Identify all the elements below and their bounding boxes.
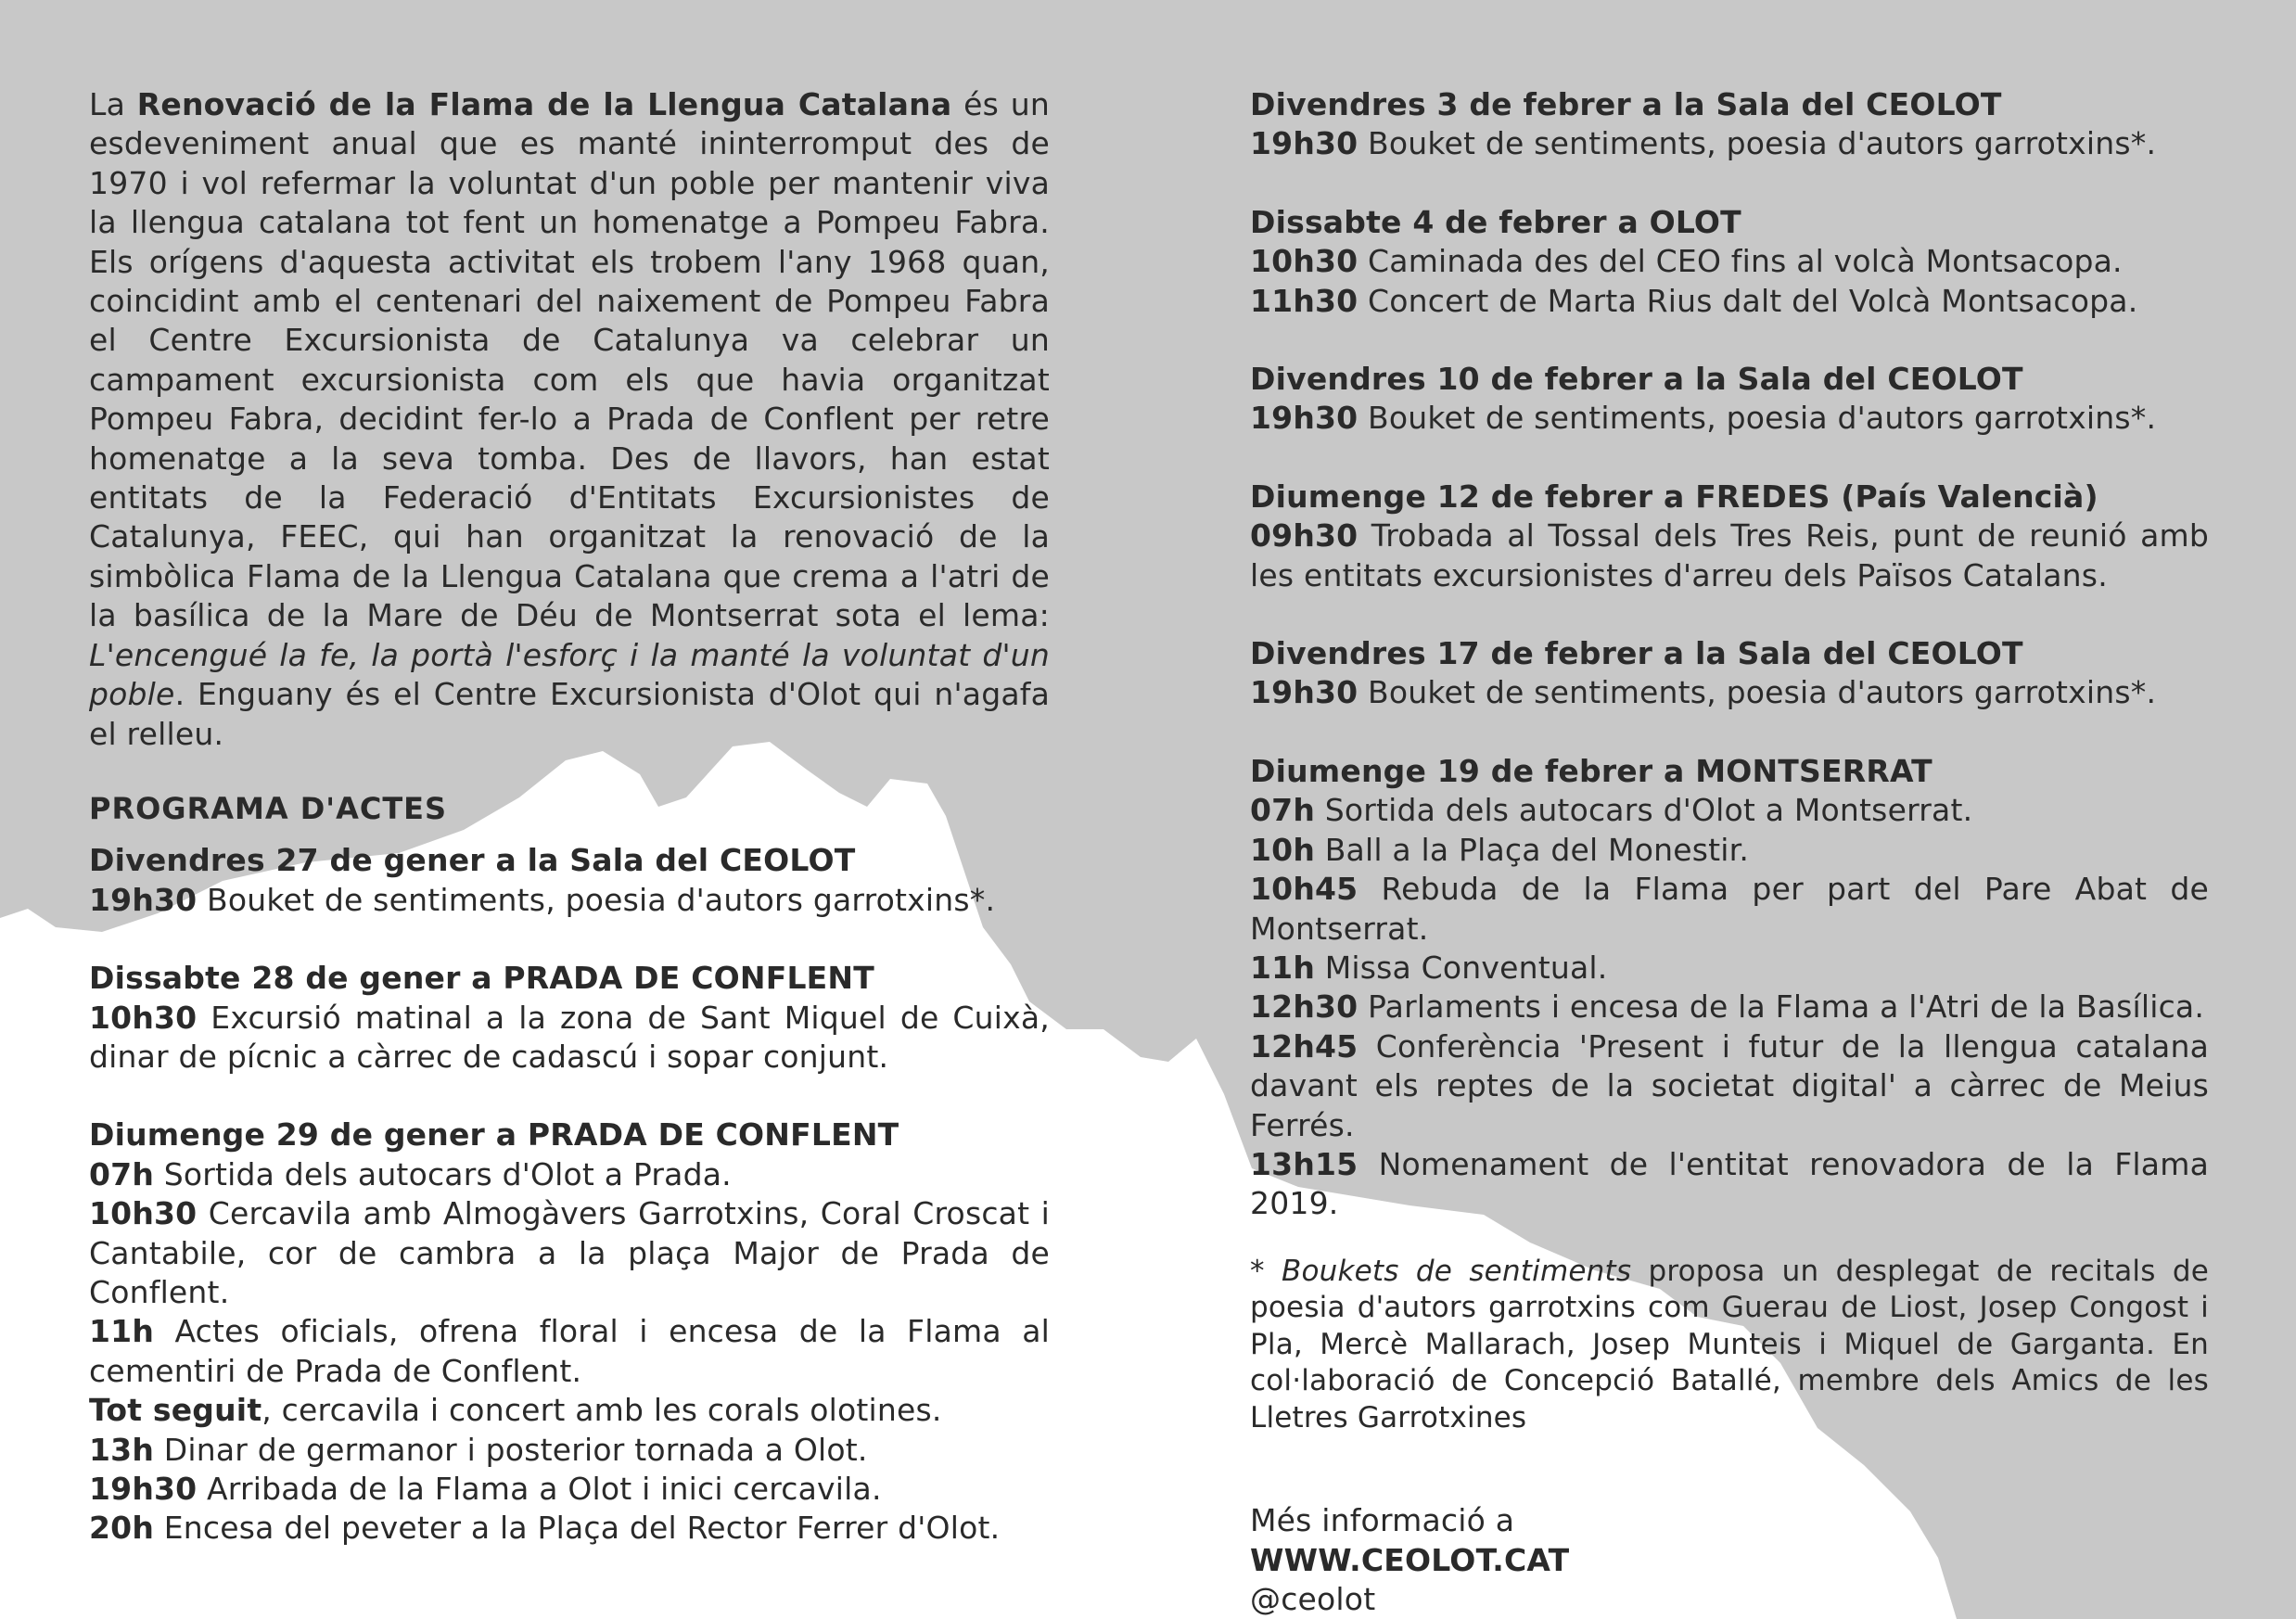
programa-title: PROGRAMA D'ACTES — [89, 790, 448, 826]
event-description: Conferència 'Present i futur de la llengua catalana davant els reptes de la societat digital' a càrrec de Meius Ferrés. — [1250, 1027, 2209, 1143]
website-link[interactable]: WWW.CEOLOT.CAT — [1250, 1541, 1570, 1578]
event-block — [1250, 85, 2209, 164]
left-column — [89, 85, 1050, 1587]
event-time: 12h45 — [1250, 1027, 1358, 1064]
event-block — [89, 841, 1050, 920]
right-column — [1250, 85, 2209, 1619]
event-item — [1250, 988, 2209, 1026]
event-description: Sortida dels autocars d'Olot a Montserrat. — [1315, 792, 1973, 829]
event-heading: Diumenge 29 de gener a PRADA DE CONFLENT — [89, 1116, 899, 1154]
event-item — [1250, 831, 2209, 870]
event-time: 10h30 — [89, 999, 198, 1036]
event-item — [89, 1391, 1050, 1430]
intro-bold-title: Renovació de la Flama de la Llengua Catalana — [136, 86, 952, 122]
event-description: Cercavila amb Almogàvers Garrotxins, Coral Croscat i Cantabile, cor de cambra a la plaça Major de Prada de Conflent. — [89, 1195, 1050, 1310]
footnote-star: * — [1250, 1254, 1282, 1288]
event-block — [1250, 752, 2209, 1224]
event-time: 19h30 — [89, 1471, 198, 1507]
event-description: Actes oficials, ofrena floral i encesa de la Flama al cementiri de Prada de Conflent. — [89, 1313, 1050, 1389]
event-description: Missa Conventual. — [1315, 949, 1608, 986]
event-block — [89, 1115, 1050, 1548]
event-description: Parlaments i encesa de la Flama a l'Atri de la Basílica. — [1358, 988, 2205, 1026]
footnote-italic: Boukets de sentiments — [1282, 1254, 1632, 1288]
event-description: Excursió matinal a la zona de Sant Miquel de Cuixà, dinar de pícnic a càrrec de cadascú i sopar conjunt. — [89, 999, 1050, 1075]
info-label: Més informació a — [1250, 1502, 1515, 1539]
event-time: 10h — [1250, 831, 1316, 868]
footnote — [1250, 1254, 2209, 1437]
event-description: Bouket de sentiments, poesia d'autors garrotxins*. — [1358, 125, 2157, 162]
event-item — [1250, 516, 2209, 595]
event-time: 19h30 — [89, 881, 198, 918]
event-item — [89, 881, 1050, 920]
intro-text: . Enguany és el Centre Excursionista d'Olot qui n'agafa el relleu. — [89, 676, 1050, 752]
event-item — [1250, 673, 2209, 712]
event-heading: Dissabte 28 de gener a PRADA DE CONFLENT — [89, 960, 874, 997]
event-item — [1250, 1027, 2209, 1145]
event-time: 10h30 — [89, 1195, 198, 1232]
event-time: 11h — [89, 1313, 155, 1350]
event-heading: Dissabte 4 de febrer a OLOT — [1250, 203, 1741, 240]
event-item — [89, 1194, 1050, 1312]
event-time: 20h — [89, 1510, 155, 1547]
event-heading: Diumenge 12 de febrer a FREDES (País Valencià) — [1250, 478, 2098, 515]
event-description: Sortida dels autocars d'Olot a Prada. — [154, 1155, 732, 1192]
event-description: Bouket de sentiments, poesia d'autors garrotxins*. — [1358, 400, 2157, 437]
event-description: Ball a la Plaça del Monestir. — [1315, 831, 1750, 868]
intro-text: és un esdeveniment anual que es manté ininterromput des de 1970 i vol refermar la voluntat d'un poble per mantenir viva la llengua catalana tot fent un homenatge a Pompeu Fabra. Els orígens d'aquesta activitat els trobem l'any 1968 quan, coincidint amb el centenari del naixement de Pompeu Fabra el Centre Excursionista de Catalunya va celebrar un campament excursionista com els que havia organitzat Pompeu Fabra, decidint fer-lo a Prada de Conflent per retre homenatge a la seva tomba. Des de llavors, han estat entitats de la Federació d'Entitats Excursionistes de Catalunya, FEEC, qui han organitzat la renovació de la simbòlica Flama de la Llengua Catalana que crema a l'atri de la basílica de la Mare de Déu de Montserrat sota el lema: — [89, 86, 1051, 634]
event-block — [89, 959, 1050, 1077]
event-item — [1250, 870, 2209, 949]
event-block — [1250, 203, 2209, 321]
event-time: 13h — [89, 1431, 155, 1468]
event-heading: Divendres 3 de febrer a la Sala del CEOLOT — [1250, 86, 2002, 122]
event-item — [89, 1431, 1050, 1470]
event-description: Dinar de germanor i posterior tornada a Olot. — [154, 1431, 868, 1468]
event-time: 19h30 — [1250, 400, 1358, 437]
event-description: Bouket de sentiments, poesia d'autors garrotxins*. — [197, 881, 996, 918]
event-heading: Divendres 27 de gener a la Sala del CEOLOT — [89, 842, 856, 879]
event-item — [1250, 791, 2209, 830]
event-description: Arribada de la Flama a Olot i inici cercavila. — [197, 1471, 882, 1507]
event-block — [1250, 360, 2209, 439]
event-description: , cercavila i concert amb les corals olotines. — [261, 1392, 942, 1429]
event-item — [89, 1470, 1050, 1509]
event-heading: Divendres 10 de febrer a la Sala del CEOLOT — [1250, 361, 2023, 398]
event-item — [1250, 399, 2209, 438]
event-item — [89, 999, 1050, 1077]
event-time: 10h45 — [1250, 871, 1358, 908]
event-time: 09h30 — [1250, 517, 1358, 555]
intro-motto: L'encengué la fe, la portà l'esforç i la manté la voluntat d'un poble — [89, 636, 1050, 713]
event-description: Bouket de sentiments, poesia d'autors garrotxins*. — [1358, 674, 2157, 711]
intro-paragraph — [89, 85, 1050, 754]
event-time: 11h30 — [1250, 282, 1358, 319]
event-item — [1250, 1145, 2209, 1224]
event-block — [1250, 634, 2209, 713]
event-time: 12h30 — [1250, 988, 1358, 1026]
event-description: Caminada des del CEO fins al volcà Montsacopa. — [1358, 243, 2123, 280]
event-item — [89, 1509, 1050, 1548]
event-description: Trobada al Tossal dels Tres Reis, punt de reunió amb les entitats excursionistes d'arreu dels Països Catalans. — [1250, 517, 2209, 593]
event-heading: Divendres 17 de febrer a la Sala del CEOLOT — [1250, 635, 2023, 672]
footnote-text: proposa un desplegat de recitals de poesia d'autors garrotxins com Guerau de Liost, Josep Congost i Pla, Mercè Mallarach, Josep Munteis i Miquel de Garganta. En col·laboració de Concepció Batallé, membre dels Amics de les Lletres Garrotxines — [1250, 1254, 2210, 1434]
event-time: 13h15 — [1250, 1145, 1358, 1182]
event-heading: Diumenge 19 de febrer a MONTSERRAT — [1250, 752, 1932, 789]
event-time: 10h30 — [1250, 243, 1358, 280]
info-block — [1250, 1501, 2209, 1619]
event-description: Concert de Marta Rius dalt del Volcà Montsacopa. — [1358, 282, 2138, 319]
event-block — [1250, 478, 2209, 595]
event-time: 11h — [1250, 949, 1316, 986]
event-description: Encesa del peveter a la Plaça del Rector Ferrer d'Olot. — [154, 1510, 1001, 1547]
events-left-list — [89, 841, 1050, 1549]
intro-text: La — [89, 86, 137, 122]
event-item — [1250, 949, 2209, 988]
event-description: Nomenament de l'entitat renovadora de la Flama 2019. — [1250, 1145, 2209, 1222]
event-item — [1250, 282, 2209, 321]
event-time: 19h30 — [1250, 674, 1358, 711]
event-item — [89, 1155, 1050, 1194]
event-time: 19h30 — [1250, 125, 1358, 162]
event-item — [89, 1312, 1050, 1391]
event-description: Rebuda de la Flama per part del Pare Abat de Montserrat. — [1250, 871, 2209, 947]
events-right-list — [1250, 85, 2209, 1224]
event-item — [1250, 124, 2209, 163]
event-time: 07h — [89, 1155, 155, 1192]
event-item — [1250, 242, 2209, 281]
event-time: Tot seguit — [89, 1392, 262, 1429]
event-time: 07h — [1250, 792, 1316, 829]
social-handle[interactable]: @ceolot — [1250, 1581, 1376, 1618]
